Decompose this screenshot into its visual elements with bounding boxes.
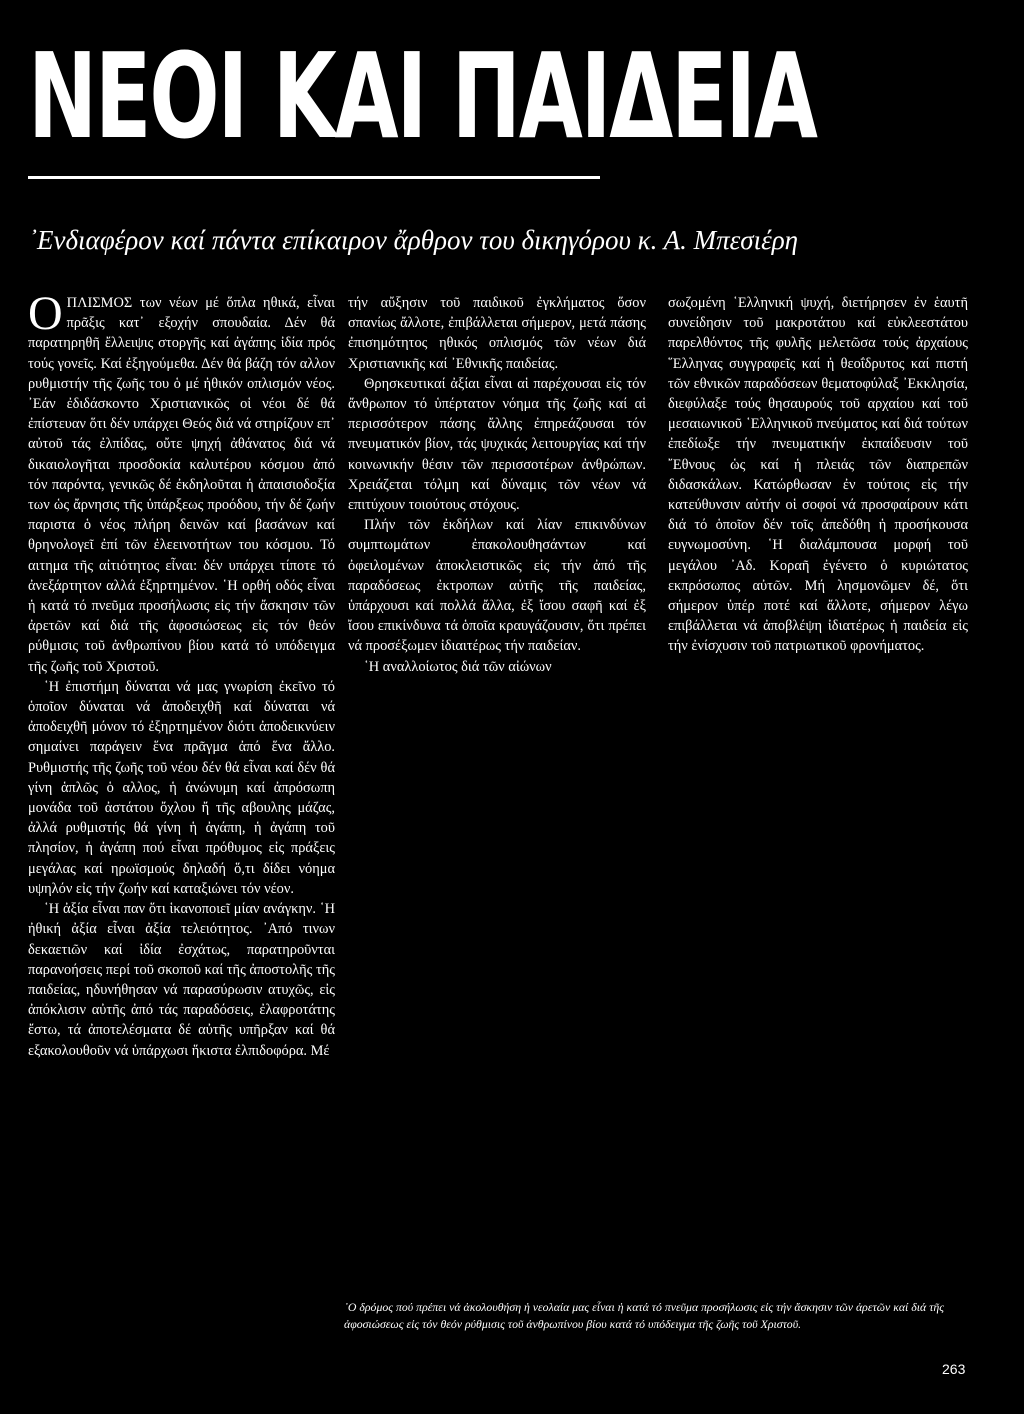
- article-paragraph: τήν αὔξησιν τοῦ παιδικοῦ ἐγκλήματος ὅσον σπανίως ἄλλοτε, ἐπιβάλλεται σήμερον, μετά πάσης ἐπισημότητος ηθικός οπλισμός τῶν νέων διά Χριστιανικῆς καί ᾽Εθνικῆς παιδείας.: [348, 295, 646, 372]
- drop-cap: Ο: [28, 287, 63, 340]
- article-column-3: [668, 293, 968, 657]
- masthead-title: ΝΕΟΙ ΚΑΙ ΠΑΙΔΕΙΑ: [28, 27, 816, 165]
- article-paragraph: ῾Η αναλλοίωτος διά τῶν αἰώνων: [364, 658, 552, 675]
- article-paragraph: ῾Η ἀξία εἶναι παν ὅτι ἱκανοποιεῖ μίαν ανάγκην. ῾Η ἠθική ἀξία εἶναι ἀξία τελειότητος. ᾽Από τινων δεκαετιῶν καί ἰδία ἐσχάτως, παρατηροῦνται παρανοήσεις περί τοῦ σκοποῦ καί τῆς ἀποστολῆς τῆς παιδείας, ηδυνήθησαν νά παρασύρωσιν ατυχῶς, εἰς ἀπόκλισιν αὐτῆς ἀπό τάς παραδόσεις, ἐλαφροτάτης ἔστω, τά ἀποτελέσματα δέ αὐτῆς υπῆρξαν καί θά εξακολουθοῦν νά ὑπάρχωσι ἥκιστα ἐλπιδοφόρα. Μέ: [28, 901, 335, 1059]
- article-paragraph: [28, 287, 335, 677]
- photo-caption: ᾽Ο δρόμος πού πρέπει νά ἀκολουθήση ἡ νεολαία μας εἶναι ἡ κατά τό πνεῦμα προσήλωσις εἰς τήν ἄσκησιν τῶν ἀρετῶν καί διά τῆς ἀφοσιώσεως εἰς τόν θεόν ρύθμισις τοῦ ἀνθρωπίνου βίου κατά τό υπόδειγμα τῆς ζωῆς τοῦ Χριστοῦ.: [344, 1300, 945, 1331]
- article-paragraph: ῾Η ἐπιστήμη δύναται νά μας γνωρίση ἐκεῖνο τό ὁποῖον δύναται νά ἀποδειχθῆ καί δύναται νά ἀποδειχθῆ μόνον τό ἐξηρτημένον διότι ἀποδεικνύειν σημαίνει παράγειν ἕνα πρᾶγμα ἀπό ἕνα ἄλλο. Ρυθμιστής τῆς ζωῆς τοῦ νέου δέν θά εἶναι καί δέν θά γίνη ἁπλῶς ὁ αλλος, ἡ ἀνώνυμη καί ἀπρόσωπη μονάδα τοῦ ἀστάτου ὄχλου ἤ τῆς αβουλης μάζας, ἀλλά ρυθμιστής θά γίνη ἡ ἀγάπη, ἡ ἀγάπη τοῦ πλησίον, ἡ ἀγάπη πού εἶναι πρόθυμος εἰς πράξεις μεγάλας καί ηρωϊσμούς δηλαδή ὅ,τι δίδει νόημα υψηλόν εἰς τήν ζωήν καί καταξιώνει τόν νέον.: [28, 678, 335, 897]
- article-subtitle: ᾽Ενδιαφέρον καί πάντα επίκαιρον ἄρθρον του δικηγόρου κ. Α. Μπεσιέρη: [28, 225, 799, 255]
- article-paragraph: Πλήν τῶν ἐκδήλων καί λίαν επικινδύνων συμπτωμάτων ἐπακολουθησάντων καί ὀφειλομένων ἀποκλειστικῶς εἰς τήν ἀπό τῆς παραδόσεως ἐκτροπων αὐτῆς τῆς παιδείας, ὑπάρχουσι καί πολλά ἄλλα, ἐξ ἴσου σαφῆ καί ἐξ ἴσου επικίνδυνα τά ὁποῖα κραυγάζουσιν, ὅτι πρέπει νά προσέξωμεν ἰδιαιτέρως τήν παιδείαν.: [348, 517, 646, 655]
- article-paragraph: σωζομένη ῾Ελληνική ψυχή, διετήρησεν ἐν ἑαυτῆ συνείδησιν τοῦ μακροτάτου καί εὐκλεεστάτου παρελθόντος τῆς φυλῆς μελετῶσα τούς ἀρχαίους ῞Ελληνας συγγραφεῖς καί ἡ θεοΐδρυτος καί πιστή τῶν εθνικῶν παραδόσεων θεματοφύλαξ ᾽Εκκλησία, διεφύλαξε τούς θησαυρούς τοῦ αρχαίου καί τοῦ μεσαιωνικοῦ ῾Ελληνικοῦ πνεύματος καί διά τούτων ἐπεδίωξε τήν πνευματικήν ἐκπαίδευσιν τοῦ ῎Εθνους ὡς καί ἡ πλειάς τῶν διαπρεπῶν διδασκάλων. Κατώρθωσαν ἐν τούτοις εἰς τήν κατεύθυνσιν αὐτήν οἱ σοφοί νά προσφαίρουν κάτι διά τό ὁποῖον δέν τοῖς ἀπεδόθη ἡ προσήκουσα ευγνωμοσύνη. ῾Η διαλάμπουσα μορφή τοῦ μεγάλου ᾽Αδ. Κοραῆ ἐγένετο ὁ κυριώτατος εκπρόσωπος αὐτῶν. Μή λησμονῶμεν δέ, ὅτι σήμερον ὑπέρ ποτέ καί ἄλλοτε, σήμερον λέγω επιβάλλεται νά ἀποβλέψη ἰδιατέρως ἡ παιδεία εἰς τήν ἐνίσχυσιν τοῦ πατριωτικοῦ φρονήματος.: [668, 295, 968, 655]
- article-column-2: [348, 293, 646, 677]
- article-column-1: [28, 287, 335, 1061]
- article-paragraph: Θρησκευτικαί ἀξίαι εἶναι αἱ παρέχουσαι εἰς τόν ἄνθρωπον τό ὑπέρτατον νόημα τῆς ζωῆς καί αἱ περισσότερον πάσης ἄλλης ἐπηρεάζουσαι τόν πνευματικόν βίον, τάς ψυχικάς λειτουργίας καί τήν κοινωνικήν θέσιν τῶν περισσοτέρων ἀνθρώπων. Χρειάζεται τόλμη καί δύναμις τῶν νέων νά επιτύχουν τοιούτους στόχους.: [348, 375, 646, 514]
- masthead-rule: [28, 176, 600, 179]
- paragraph-text: ΠΛΙΣΜΟΣ των νέων μέ ὅπλα ηθικά, εἶναι πρᾶξις κατ᾽ εξοχήν σπουδαία. Δέν θά παρατηρηθῆ ἔλλειψις στοργῆς καί ἀγάπης ἰδία πρός τούς γονεῖς. Καί ἐξηγούμεθα. Δέν θά βάζη τόν αλλον ρυθμιστήν τῆς ζωῆς του ὁ μέ ἠθικόν οπλισμόν νέος. ᾽Εάν ἐδιδάσκοντο Χριστιανικῶς οἱ νέοι δέ θά ἐπίστευαν ὅτι δέν υπάρχει Θεός διά νά στηρίζουν επ᾽ αὐτοῦ τάς ἐλπίδας, οὔτε ψηχή ἀθάνατος διά νά δικαιολογῆται προσδοκία καλυτέρου κόσμου ἀπό τόν παρόντα, γενικῶς δέ ἐκδηλοῦται ἡ ἀπαισιοδοξία των ὡς ἄρνησις τῆς ὑπάρξεως προόδου, τήν δέ ζωήν παριστα ὁ νέος πλήρη δεινῶν καί βασάνων καί θρηνολογεῖ ἐπί τῶν ἐλεεινοτήτων του κόσμου. Τό αιτημα τῆς αἰτιότητος εἶναι: δέν υπάρχει τίποτε τό ἀνεξάρτητον αλλά ἐξηρτημένον. ῾Η ορθή οδός εἶναι ἡ κατά τό πνεῦμα προσήλωσις εἰς τήν ἄσκησιν τῶν ἀρετῶν καί διά τῆς ἀφοσιώσεως εἰς τόν θεόν ρύθμισις τοῦ ἀνθρωπίνου βίου κατά τό υπόδειγμα τῆς ζωῆς τοῦ Χριστοῦ.: [28, 295, 335, 675]
- page-number: 263: [942, 1361, 966, 1377]
